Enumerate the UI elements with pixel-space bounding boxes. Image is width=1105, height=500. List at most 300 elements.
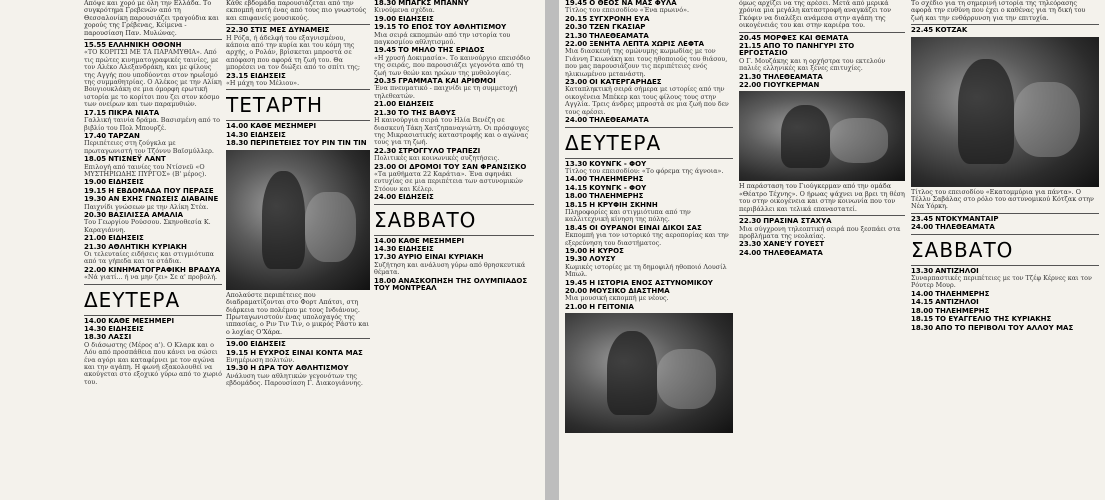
- program-title: ΑΝΤΙΖΗΛΟΙ: [935, 298, 979, 307]
- program-heading: [226, 132, 370, 139]
- program-entry: [374, 246, 534, 253]
- program-title: ΑΘΛΗΤΙΚΗ ΚΥΡΙΑΚΗ: [108, 242, 187, 251]
- program-entry: [374, 101, 534, 108]
- program-description: Καταπληκτική σειρά σήμερα με ιστορίες από την οικογένεια Μπέκερ και τους φίλους τους στην Αγγλία. Τρεις άνδρες μπροστά σε μια ζωή που δεν τους αρέσει.: [565, 85, 729, 116]
- program-title: Η ΚΥΡΟΣ: [589, 246, 624, 255]
- program-time: 14.15: [911, 298, 934, 307]
- program-description: Οι τελευταίες ειδήσεις και στιγμιότυπα από τα γήπεδα και τα στάδια.: [84, 250, 214, 266]
- program-entry: [84, 188, 222, 195]
- program-entry: [739, 82, 905, 89]
- program-title: ΚΟΥΝΓΚ - ΦΟΥ: [589, 159, 647, 168]
- program-entry: [374, 194, 534, 201]
- program-time: 21.00: [374, 100, 397, 109]
- program-title: ΜΟΥΣΙΚΟ ΔΙΑΣΤΗΜΑ: [589, 287, 670, 295]
- left-page-column-3: [374, 0, 534, 500]
- program-entry: [84, 267, 222, 282]
- program-entry: [739, 250, 905, 257]
- program-entry: [374, 110, 534, 147]
- jugerman-photo: [739, 91, 905, 181]
- program-time: 19.00: [565, 246, 588, 255]
- program-description: Μια σύγχρονη τηλεοπτική σειρά που ξεσπάει στα προβλήματα της νεολαίας.: [739, 224, 901, 240]
- program-heading: [565, 280, 733, 287]
- program-time: 14.15: [565, 183, 588, 192]
- rule-divider: [565, 127, 733, 128]
- program-entry: [565, 16, 733, 23]
- program-entry: [739, 43, 905, 73]
- program-entry: [565, 256, 733, 278]
- program-entry: [911, 224, 1099, 231]
- program-heading: [565, 24, 733, 31]
- program-time: 14.30: [84, 325, 107, 334]
- program-description: «Η μάχη του Μέλιου».: [226, 79, 300, 88]
- program-time: 18.00: [911, 306, 934, 315]
- program-entry: [565, 41, 733, 78]
- program-description: Μια μουσική εκπομπή με νέους.: [565, 294, 669, 303]
- rule-divider: [911, 24, 1099, 25]
- program-entry: [911, 268, 1099, 290]
- program-entry: [911, 316, 1099, 323]
- program-entry: [84, 318, 222, 325]
- program-time: 19.15: [374, 23, 397, 32]
- program-heading: [739, 241, 905, 248]
- program-time: 20.45: [739, 33, 762, 42]
- program-entry: [911, 216, 1099, 223]
- program-description: Πληροφορίες και στιγμιότυπα από την καλλιτεχνική κίνηση της πόλης.: [565, 207, 691, 224]
- day-heading: ΣΑΒΒΑΤΟ: [911, 237, 1014, 262]
- program-entry: [911, 325, 1099, 332]
- program-description: Ο Γ. Μουζάκης και η ορχήστρα του εκτελούν παλιές ελληνικές και ξένες επιτυχίες.: [739, 56, 886, 73]
- program-time: 18.00: [374, 276, 397, 285]
- program-time: 20.15: [565, 14, 588, 23]
- program-title: ΝΤΟΚΥΜΑΝΤΑΙΡ: [935, 214, 999, 223]
- program-entry: [374, 16, 534, 23]
- program-time: 24.00: [374, 193, 397, 202]
- program-entry: [84, 235, 222, 242]
- program-time: 15.55: [84, 41, 107, 50]
- program-heading: [374, 246, 534, 253]
- rule-divider: [911, 234, 1099, 235]
- program-title: ΤΗΛΕΘΕΑΜΑΤΑ: [589, 116, 649, 125]
- program-description: Τίτλος του επεισοδίου «Ένα πρωινό».: [565, 6, 690, 15]
- rule-divider: [911, 213, 1099, 214]
- program-title: ΒΑΣΙΛΙΣΣΑ ΑΜΑΛΙΑ: [108, 210, 184, 219]
- program-time: 14.00: [84, 316, 107, 325]
- program-time: 19.00: [374, 14, 397, 23]
- rule-divider: [226, 24, 370, 25]
- program-description: Εκπομπή για τον ιστορικό της αεροπορίας και την εξερεύνηση του διαστήματος.: [565, 231, 729, 247]
- program-title: ΜΟΡΦΕΣ ΚΑΙ ΘΕΜΑΤΑ: [763, 33, 849, 42]
- program-time: 18.30: [374, 0, 397, 7]
- left-page: [0, 0, 545, 500]
- program-title: ΣΤΡΟΓΓΥΛΟ ΤΡΑΠΕΖΙ: [398, 146, 481, 155]
- program-entry: [226, 27, 370, 71]
- article-text: Τίτλος του επεισοδίου «Εκατομμύρια για πάντα». Ο Τέλλυ Σαβάλας στο ρόλο του αστυνομικού Κότζακ στην Νέα Υόρκη.: [911, 187, 1094, 211]
- kojak-photo: [911, 37, 1099, 187]
- program-title: ΣΥΓΧΡΟΝΗ ΕΥΑ: [589, 14, 650, 23]
- program-time: 19.45: [374, 46, 397, 55]
- program-entry: [911, 291, 1099, 298]
- program-entry: [84, 179, 222, 186]
- program-entry: [565, 176, 733, 183]
- program-description: Ο διάσωστης (Μέρος α'). Ο Κλαρκ και ο Λόυ από προσπάθεια που κάνει να σώσει ένα αγόρι και καταφέρνει με τον αγώνα και την αγάπη. Η φωνή εξακολουθεί να ακούγεται στο εξοχικό γύρω από το χωριό του.: [84, 340, 222, 386]
- rule-divider: [565, 158, 733, 159]
- program-description: Του Γεωργίου Ρούσσου. Σκηνοθεσία Κ. Καραγιάννη.: [84, 218, 211, 234]
- program-time: 21.15: [739, 42, 762, 51]
- article-text: Το σχέδιο για τη σημερινή ιστορία της τηλεόρασης αφορά την ευθύνη που έχει ο καθένας για τη δική του ζωή και την ενθάρρυνση για την επιτυχία.: [911, 0, 1086, 22]
- article-text: Απόψε και χορό με όλη την Ελλάδα. Το συγκρότημα Γρεβενών από τη Θεσσαλονίκη παρουσιάζει τραγούδια και χορούς της Γρέβενας, Κείμενα - παρουσίαση Παν. Μυλώνας.: [84, 0, 219, 37]
- program-description: «Τα μαθήματα 22 Καράτια». Ένα σφηνάκι ευτυχίας σε μια περιπέτεια των αστυνομικών Στόουν και Κέλερ.: [374, 169, 523, 193]
- program-entry: [565, 304, 733, 311]
- program-entry: [226, 365, 370, 387]
- program-title: ΑΠΟ ΤΟ ΠΕΡΙΒΟΛΙ ΤΟΥ ΑΛΛΟΥ ΜΑΣ: [935, 323, 1074, 332]
- program-heading: [565, 248, 733, 255]
- program-title: ΤΗΛΕΗΜΕΡΗΣ: [935, 289, 990, 298]
- right-page: [559, 0, 1105, 500]
- program-time: 14.00: [226, 122, 249, 131]
- program-heading: [84, 235, 222, 242]
- program-entry: [565, 117, 733, 124]
- program-time: 21.30: [565, 31, 588, 40]
- program-heading: [911, 216, 1099, 223]
- program-title: ΑΥΡΙΟ ΕΙΝΑΙ ΚΥΡΙΑΚΗ: [398, 253, 484, 262]
- program-description: Η Ρόζα, ή άδελφή του εξαγνισμένου, κάποια από την κυρία και του κόμη της αρχής, ο Ρολάν, βρίσκεται μπροστά σε απόφαση που αφορά τη ζωή του. Θα μπορέσει να τον διώξει από το σπίτι της;: [226, 33, 360, 72]
- program-title: ΓΡΑΜΜΑΤΑ ΚΑΙ ΑΡΙΘΜΟΙ: [398, 77, 496, 86]
- program-title: ΤΗΛΕΘΕΑΜΑΤΑ: [589, 31, 649, 40]
- program-title: ΛΑΣΣΙ: [108, 333, 132, 342]
- program-time: 14.00: [374, 236, 397, 245]
- program-time: 18.15: [911, 315, 934, 324]
- rule-divider: [84, 315, 222, 316]
- program-time: 21.00: [84, 234, 107, 243]
- program-time: 23.15: [226, 71, 249, 80]
- program-description: Ανάλυση των αθλητικών γεγονότων της εβδομάδος. Παρουσίαση Γ. Διακογιάννης.: [226, 371, 363, 388]
- program-entry: [84, 244, 222, 266]
- program-title: Η ΕΒΔΟΜΑΔΑ ΠΟΥ ΠΕΡΑΣΕ: [108, 186, 214, 195]
- program-heading: [84, 326, 222, 333]
- program-time: 18.45: [565, 223, 588, 232]
- program-heading: [911, 325, 1099, 332]
- program-title: ΕΙΔΗΣΕΙΣ: [398, 244, 434, 253]
- program-time: 21.30: [374, 108, 397, 117]
- article-text: Η παράσταση του Γιούγκερμαν από την ομάδα «Θέατρο Τέχνης». Ο ήρωας ψάχνει να βρει τη θέση του στην οικογένεια και στην κοινωνία που τον περιβάλλει και τελικά επαναστατεί.: [739, 182, 905, 213]
- program-description: Κινούμενα σχέδια.: [374, 6, 435, 15]
- program-heading: [565, 193, 733, 200]
- program-entry: [84, 42, 222, 109]
- program-description: Επιλογή από ταινίες του Ντίσνεϋ «Ο ΜΥΣΤΗΡΙΩΔΗΣ ΠΥΡΓΟΣ» (Β' μέρος).: [84, 162, 207, 178]
- program-title: ΚΟΥΝΓΚ - ΦΟΥ: [589, 183, 647, 192]
- program-entry: [739, 218, 905, 240]
- program-title: ΟΙ ΔΡΟΜΟΙ ΤΟΥ ΣΑΝ ΦΡΑΝΣΙΣΚΟ: [398, 162, 527, 171]
- program-title: ΑΠΟ ΤΟ ΠΑΝΗΓΥΡΙ ΣΤΟ ΕΡΓΟΣΤΑΣΙΟ: [739, 42, 855, 58]
- program-time: 23.30: [739, 240, 762, 249]
- program-title: ΤΑΡΖΑΝ: [108, 131, 140, 140]
- program-heading: [226, 140, 370, 147]
- program-heading: [739, 74, 905, 81]
- program-entry: [84, 326, 222, 333]
- program-time: 20.30: [565, 23, 588, 32]
- program-title: ΤΗΛΕΘΕΑΜΑΤΑ: [935, 223, 995, 232]
- program-time: 19.30: [84, 195, 107, 204]
- program-description: Ενημέρωση πολιτών.: [226, 355, 295, 364]
- program-description: «Νά γιατί... ή να μην ζει» Σε α' προβολή.: [84, 273, 218, 282]
- program-heading: [911, 316, 1099, 323]
- program-title: ΤΟ ΜΗΛΟ ΤΗΣ ΕΡΙΔΟΣ: [398, 46, 485, 55]
- program-time: 14.30: [374, 244, 397, 253]
- program-time: 24.00: [739, 248, 762, 257]
- right-page-column-2: [739, 0, 905, 500]
- program-title: ΤΗΛΕΘΕΑΜΑΤΑ: [763, 248, 823, 257]
- program-description: Συζήτηση και ανάλυση γύρω από θρησκευτικά θέματα.: [374, 260, 526, 277]
- program-title: ΚΑΘΕ ΜΕΣΗΜΕΡΙ: [398, 236, 465, 245]
- program-title: ΓΙΟΥΓΚΕΡΜΑΝ: [763, 81, 820, 90]
- program-description: Κωμικές ιστορίες με τη δημοφιλή ηθοποιό Λουσίλ Μπωλ.: [565, 262, 727, 279]
- program-heading: [565, 16, 733, 23]
- program-entry: [374, 0, 534, 15]
- article-text: Κάθε εβδομάδα παρουσιάζεται από την εκπομπή αυτή ένας από τους πιο γνωστούς και επιφανείς μουσικούς.: [226, 0, 367, 22]
- program-heading: [911, 299, 1099, 306]
- program-entry: [739, 35, 905, 42]
- program-time: 20.30: [84, 210, 107, 219]
- day-heading: ΔΕΥΤΕΡΑ: [565, 130, 662, 155]
- program-entry: [374, 254, 534, 276]
- right-page-column-1: [565, 0, 733, 500]
- program-title: Η ΙΣΤΟΡΙΑ ΕΝΟΣ ΑΣΤΥΝΟΜΙΚΟΥ: [589, 278, 713, 287]
- program-title: ΕΙΔΗΣΕΙΣ: [250, 340, 286, 349]
- program-description: Μια διασκευή της ομώνυμης κωμωδίας με τον Γιάννη Γκιωνάκη και τους ηθοποιούς του θιάσου, που μας παρουσιάζουν τις περιπέτειες ενός ηλικιωμένου μετανάστη.: [565, 47, 728, 78]
- program-title: ΛΟΥΣΥ: [589, 255, 616, 264]
- article-text: Απολαύστε περιπέτειες που διαδραματίζονται στο Φορτ Απάτσι, στη διάρκεια του πολέμου με τους Ινδιάνους. Πρωταγωνιστούν ένας υπολοχαγός της ιππασίας, ο Ριν Τιν Τιν, ο μικρός Ράστυ και ο λοχίας Ο'Χάρα.: [226, 290, 370, 336]
- program-title: Η ΚΡΥΦΙΗ ΣΚΗΝΗ: [589, 200, 658, 209]
- rule-divider: [226, 120, 370, 121]
- program-title: Ο ΘΕΟΣ ΝΑ ΜΑΣ ΦΥΛΑ: [589, 0, 677, 7]
- rule-divider: [84, 39, 222, 40]
- program-time: 22.00: [84, 265, 107, 274]
- program-heading: [739, 250, 905, 257]
- program-title: Η ΕΥΧΡΟΣ ΕΙΝΑΙ ΚΟΝΤΑ ΜΑΣ: [250, 348, 363, 357]
- program-heading: [565, 117, 733, 124]
- program-heading: [739, 43, 905, 58]
- program-entry: [565, 202, 733, 224]
- program-time: 19.15: [84, 186, 107, 195]
- program-time: 19.30: [226, 364, 249, 373]
- program-title: ΜΠΑΓΚΣ ΜΠΑΝΝΥ: [398, 0, 469, 7]
- program-heading: [911, 308, 1099, 315]
- program-title: Η ΩΡΑ ΤΟΥ ΑΘΛΗΤΙΣΜΟΥ: [250, 364, 349, 373]
- program-heading: [374, 278, 534, 293]
- program-title: ΕΙΔΗΣΕΙΣ: [398, 193, 434, 202]
- program-time: 14.00: [911, 289, 934, 298]
- program-title: ΕΙΔΗΣΕΙΣ: [108, 234, 144, 243]
- program-entry: [911, 27, 1099, 34]
- program-time: 19.00: [84, 178, 107, 187]
- program-time: 22.00: [739, 81, 762, 90]
- program-heading: [226, 123, 370, 130]
- program-title: ΤΟ ΤΗΣ ΒΑΘΥΣ: [398, 108, 456, 117]
- program-title: ΕΛΛΗΝΙΚΗ ΟΘΟΝΗ: [108, 41, 182, 50]
- program-heading: [565, 33, 733, 40]
- program-title: ΕΙΔΗΣΕΙΣ: [250, 71, 286, 80]
- program-heading: [84, 188, 222, 195]
- program-time: 21.30: [84, 242, 107, 251]
- article-text: όμως αρχίζει να της αρέσει. Μετά από μερικά χρόνια μια μεγάλη καταστροφή αναγκάζει τον Γκόφιν να διαλέξει ανάμεσα στην αγάπη της οικογένειάς του και στην καριέρα του.: [739, 0, 891, 30]
- program-heading: [911, 224, 1099, 231]
- program-time: 19.45: [565, 278, 588, 287]
- program-entry: [226, 123, 370, 130]
- program-title: ΤΟ ΕΠΟΣ ΤΟΥ ΑΘΛΗΤΙΣΜΟΥ: [398, 23, 507, 32]
- program-heading: [565, 185, 733, 192]
- program-entry: [565, 225, 733, 247]
- program-time: 18.05: [84, 155, 107, 164]
- program-time: 23.00: [374, 162, 397, 171]
- program-heading: [374, 238, 534, 245]
- program-time: 22.30: [374, 146, 397, 155]
- rule-divider: [911, 265, 1099, 266]
- program-title: ΣΤΙΣ ΜΕΣ ΔΥΝΑΜΕΙΣ: [250, 26, 330, 35]
- program-description: «Η χρυσή Δοκιμασία». Το καινούργιο επεισόδιο της σειράς, που παρουσιάζει γεγονότα από τη ζωή των θεών και ηρώων της μυθολογίας.: [374, 53, 531, 77]
- program-title: ΚΟΤΖΑΚ: [935, 26, 968, 35]
- rule-divider: [226, 89, 370, 90]
- program-entry: [565, 161, 733, 176]
- program-title: ΕΙΔΗΣΕΙΣ: [108, 325, 144, 334]
- program-entry: [565, 33, 733, 40]
- program-entry: [226, 341, 370, 348]
- program-description: Περιπέτειες στη ζούγκλα με πρωταγωνιστή τον Τζόννυ Βαϊσμύλλερ.: [84, 139, 214, 155]
- program-title: Η ΓΕΙΤΟΝΙΑ: [589, 302, 634, 311]
- program-heading: [565, 304, 733, 311]
- program-entry: [565, 185, 733, 192]
- program-description: Γαλλική ταινία δράμα. Βασισμένη από το βιβλίο του Πολ Μπουρζέ.: [84, 116, 220, 132]
- program-description: Τίτλος του επεισοδίου: «Το φόρεμα της άγνοια».: [565, 166, 724, 175]
- program-entry: [565, 248, 733, 255]
- program-entry: [739, 241, 905, 248]
- program-title: ΕΙΔΗΣΕΙΣ: [398, 14, 434, 23]
- rin-tin-tin-photo: [226, 150, 370, 290]
- left-page-column-2: [226, 0, 370, 500]
- program-time: 18.30: [84, 333, 107, 342]
- program-heading: [739, 35, 905, 42]
- program-time: 17.15: [84, 108, 107, 117]
- program-title: ΝΤΙΣΝΕΫ ΛΑΝΤ: [108, 155, 166, 164]
- program-entry: [226, 73, 370, 88]
- program-description: Η καινούργια σειρά του Ηλία Βενέζη σε διασκευή Τάκη Χατζηπαναγιώτη. Οι πρόσφυγες της Μικρασιατικής καταστροφής και ο αγώνας τους για τη ζωή.: [374, 116, 529, 147]
- program-heading: [226, 341, 370, 348]
- program-time: 20.00: [565, 287, 588, 295]
- program-entry: [84, 110, 222, 132]
- program-title: ΠΙΚΡΑ ΝΙΑΤΑ: [108, 108, 160, 117]
- program-heading: [84, 179, 222, 186]
- program-time: 19.00: [226, 340, 249, 349]
- program-title: ΚΑΘΕ ΜΕΣΗΜΕΡΙ: [250, 122, 317, 131]
- program-entry: [374, 148, 534, 163]
- program-entry: [84, 156, 222, 178]
- rule-divider: [374, 235, 534, 236]
- program-time: 17.30: [374, 253, 397, 262]
- program-time: 22.30: [226, 26, 249, 35]
- program-title: ΟΙ ΚΑΤΕΡΓΑΡΗΔΕΣ: [589, 78, 662, 87]
- program-title: ΚΙΝΗΜΑΤΟΓΡΑΦΙΚΗ ΒΡΑΔΥΑ: [108, 265, 221, 274]
- program-time: 14.30: [226, 130, 249, 139]
- left-page-column-1: [84, 0, 222, 500]
- program-entry: [374, 238, 534, 245]
- program-entry: [565, 0, 733, 15]
- program-time: 19.15: [226, 348, 249, 357]
- program-time: 24.00: [911, 223, 934, 232]
- program-title: ΚΑΘΕ ΜΕΣΗΜΕΡΙ: [108, 316, 175, 325]
- rule-divider: [374, 204, 534, 205]
- program-title: ΤΟ ΕΥΑΓΓΕΛΙΟ ΤΗΣ ΚΥΡΙΑΚΗΣ: [935, 315, 1052, 324]
- program-entry: [565, 193, 733, 200]
- program-entry: [374, 47, 534, 77]
- program-entry: [226, 132, 370, 139]
- program-heading: [739, 82, 905, 89]
- program-entry: [84, 196, 222, 211]
- program-description: Μια σειρά εκπομπών από την ιστορία του παγκοσμίου αθλητισμού.: [374, 30, 511, 47]
- program-entry: [374, 164, 534, 194]
- program-entry: [374, 78, 534, 100]
- program-entry: [565, 24, 733, 31]
- program-time: 22.30: [739, 217, 762, 226]
- program-time: 18.30: [911, 323, 934, 332]
- program-description: Πολιτικές και κοινωνικές συζητήσεις.: [374, 154, 500, 163]
- program-time: 13.30: [565, 159, 588, 168]
- program-heading: [565, 176, 733, 183]
- program-time: 14.00: [565, 175, 588, 184]
- program-title: ΕΙΔΗΣΕΙΣ: [398, 100, 434, 109]
- program-time: 13.30: [911, 266, 934, 275]
- program-time: 19.45: [565, 0, 588, 7]
- right-page-column-3: [911, 0, 1099, 500]
- program-title: ΑΝ ΕΧΗΣ ΓΝΩΣΕΙΣ ΔΙΑΒΑΙΝΕ: [108, 195, 219, 204]
- program-title: ΤΗΛΕΘΕΑΜΑΤΑ: [763, 72, 823, 81]
- program-time: 17.40: [84, 131, 107, 140]
- program-title: ΠΡΑΣΙΝΑ ΣΤΑΧΥΑ: [763, 217, 832, 226]
- show-still-photo: [565, 313, 733, 433]
- program-heading: [911, 291, 1099, 298]
- program-entry: [84, 334, 222, 386]
- program-title: ΟΙ ΟΥΡΑΝΟΙ ΕΙΝΑΙ ΔΙΚΟΙ ΣΑΣ: [589, 223, 702, 232]
- program-time: 21.00: [565, 302, 588, 311]
- program-time: 22.45: [911, 26, 934, 35]
- program-entry: [226, 140, 370, 147]
- program-time: 21.30: [739, 72, 762, 81]
- program-time: 18.15: [565, 200, 588, 209]
- program-description: «ΤΟ ΚΟΡΙΤΣΙ ΜΕ ΤΑ ΠΑΡΑΜΥΘΙΑ». Από τις πρώτες κινηματογραφικές ταινίες, με τον Αλέκο Αλεξανδράκη, και με φίλους της Αγγής που υποδύονται στον ηρωΐσμό της συμμαθητρίας. Ο Αλέκος με την Αλίκη Βουγιουκλάκη σε μια όμορφη ερωτική ιστορία με το κορίτσι που ζει στον κόσμο των ονείρων και των παραμυθιών.: [84, 48, 222, 109]
- program-heading: [911, 27, 1099, 34]
- rule-divider: [739, 215, 905, 216]
- program-title: ΕΙΔΗΣΕΙΣ: [250, 130, 286, 139]
- day-heading: ΤΕΤΑΡΤΗ: [226, 93, 324, 118]
- program-title: ΑΝΤΙΖΗΛΟΙ: [935, 266, 979, 275]
- program-description: Παιχνίδι γνώσεων με την Αλίκη Στέα.: [84, 202, 209, 211]
- program-heading: [374, 101, 534, 108]
- program-title: ΤΗΛΕΗΜΕΡΗΣ: [935, 306, 990, 315]
- program-description: Ένα πνευματικό - παιχνίδι με τη συμμετοχή τηλεθεατών.: [374, 84, 518, 100]
- program-entry: [374, 278, 534, 293]
- day-heading: ΔΕΥΤΕΡΑ: [84, 287, 181, 312]
- program-time: 20.35: [374, 77, 397, 86]
- program-entry: [565, 79, 733, 116]
- program-title: ΤΗΛΕΗΜΕΡΗΣ: [589, 175, 644, 184]
- program-description: Συναρπαστικές περιπέτειες με τον Τζέφ Κέρνες και τον Ρόυτερ Μουρ.: [911, 274, 1092, 290]
- program-heading: [84, 318, 222, 325]
- program-title: ΞΕΝΗΤΑ ΛΕΠΤΑ ΧΩΡΙΣ ΛΕΦΤΑ: [589, 40, 705, 49]
- program-entry: [84, 212, 222, 234]
- program-title: ΑΝΑΣΚΟΠΗΣΗ ΤΗΣ ΟΛΥΜΠΙΑΔΟΣ ΤΟΥ ΜΟΝΤΡΕΑΛ: [374, 276, 528, 292]
- program-entry: [565, 280, 733, 287]
- program-time: 18.00: [565, 192, 588, 201]
- program-heading: [374, 16, 534, 23]
- program-title: ΕΙΔΗΣΕΙΣ: [108, 178, 144, 187]
